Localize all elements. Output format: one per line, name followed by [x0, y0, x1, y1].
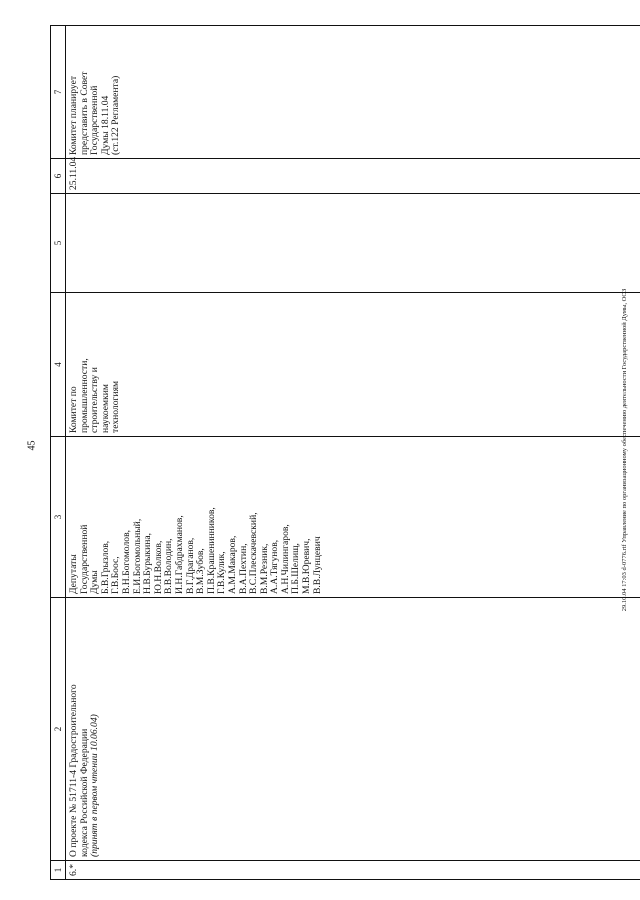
author-line: В.Г.Драганов, — [184, 537, 196, 594]
header-col-4: 4 — [51, 293, 66, 437]
author-line: Б.В.Грызлов, — [99, 540, 111, 594]
col-5-cell — [66, 194, 640, 293]
author-line: М.В.Юревич, — [301, 538, 313, 594]
author-line: В.М.Зубов, — [195, 548, 207, 594]
agenda-table — [50, 25, 640, 880]
committee-cell — [66, 293, 640, 437]
header-col-3: 3 — [51, 437, 66, 598]
author-line: В.М.Резник, — [258, 543, 270, 594]
author-line: Ю.Н.Волков, — [152, 540, 164, 594]
header-col-5: 5 — [51, 194, 66, 293]
committee-line: технологиям — [110, 380, 122, 433]
author-line: В.С.Плескачевский, — [248, 512, 260, 594]
author-line: П.В.Крашенинников, — [205, 507, 217, 594]
page-number: 45 — [26, 440, 38, 451]
author-line: В.В.Лунцевич — [311, 536, 323, 594]
author-line: В.А.Пехтин, — [237, 543, 249, 594]
author-line: Депутаты — [68, 554, 79, 594]
author-line: Е.И.Богомольный, — [131, 518, 143, 594]
row-number: 6.* — [66, 861, 640, 880]
author-line: А.А.Тягунов, — [269, 539, 281, 594]
note-line: Государственной — [89, 85, 101, 155]
author-line: П.Б.Шелищ, — [290, 543, 302, 594]
author-line: Думы — [89, 570, 101, 594]
committee-line: Комитет по — [68, 386, 79, 433]
note-line: Думы 18.11.04 — [99, 95, 111, 155]
rotated-table-area — [50, 0, 640, 900]
author-line: И.Н.Габдрахманов, — [173, 515, 185, 594]
committee-line: строительству и — [89, 367, 101, 433]
table-row — [66, 26, 640, 880]
author-line: Г.В.Кулик, — [216, 551, 228, 594]
date-cell: 25.11.04 — [66, 159, 640, 194]
note-line: Комитет планирует — [68, 75, 79, 155]
author-line: Н.В.Бурыкина, — [142, 532, 154, 594]
note-line: (ст.122 Регламента) — [110, 75, 122, 155]
author-line: В.В.Володин, — [163, 538, 175, 594]
note-line: представить в Совет — [78, 71, 90, 155]
author-line: А.Н.Чилингаров, — [279, 524, 291, 594]
author-line: Г.В.Боос, — [110, 556, 122, 594]
bill-title-line: О проекте № 51711-4 Градостроительного — [68, 684, 79, 857]
header-col-1: 1 — [51, 861, 66, 880]
bill-title-cell — [66, 598, 640, 861]
authors-cell — [66, 437, 640, 598]
committee-line: наукоемким — [99, 384, 111, 433]
author-line: В.Н.Богомолов, — [120, 530, 132, 594]
header-col-2: 2 — [51, 598, 66, 861]
header-col-7: 7 — [51, 26, 66, 159]
bill-status: (принят в первом чтении 10.06.04) — [89, 714, 101, 857]
bill-title-line: кодекса Российской Федерации — [78, 728, 90, 857]
author-line: Государственной — [78, 524, 90, 594]
committee-line: промышленности, — [78, 358, 90, 433]
header-col-6: 6 — [51, 159, 66, 194]
document-footer: 29.10.04 17:03 d-0776.rtf Управление по организационному обеспечению деятельности Государственной Думы, ООЗ — [621, 288, 628, 612]
author-line: А.М.Макаров, — [226, 535, 238, 594]
note-cell — [66, 26, 640, 159]
table-header-row — [51, 26, 66, 880]
